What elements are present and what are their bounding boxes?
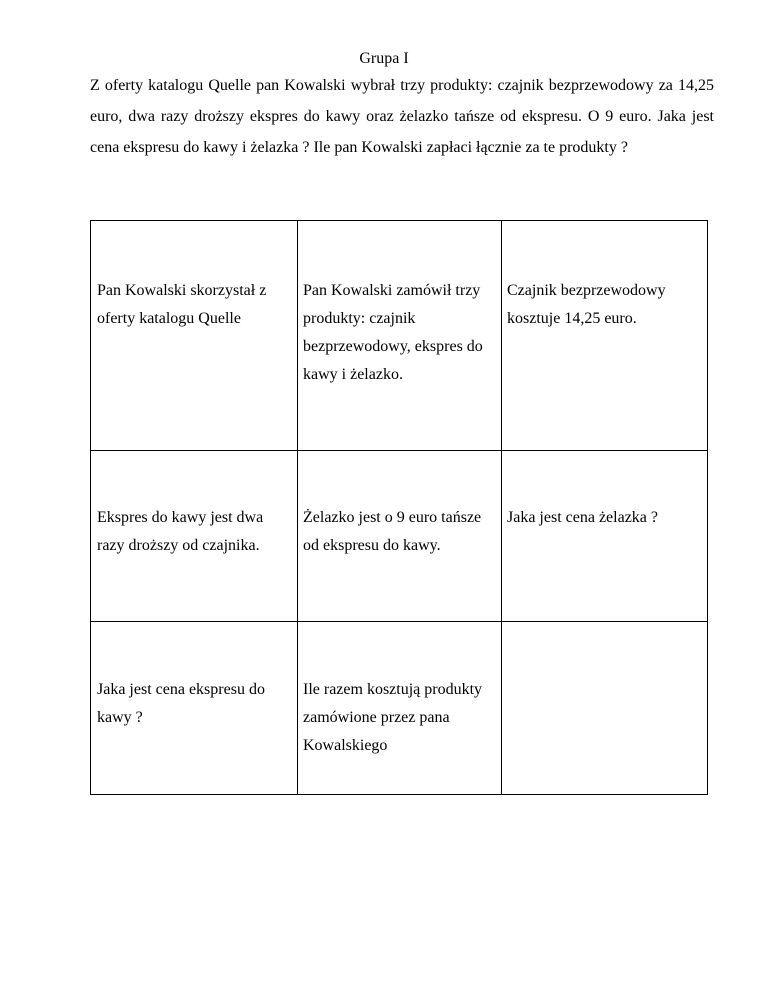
- cards-table: [90, 220, 708, 795]
- table-cell: Czajnik bezprzewodowy kosztuje 14,25 euro.: [507, 282, 666, 327]
- table-cell: Pan Kowalski skorzystał z oferty katalogu Quelle: [97, 282, 267, 327]
- row-divider: [91, 621, 707, 622]
- table-cell: Ekspres do kawy jest dwa razy droższy od czajnika.: [97, 509, 264, 554]
- table-cell: Jaka jest cena ekspresu do kawy ?: [97, 681, 265, 726]
- table-cell: Ile razem kosztują produkty zamówione przez pana Kowalskiego: [303, 681, 483, 754]
- row-divider: [91, 450, 707, 451]
- page-title: Grupa I: [359, 50, 409, 67]
- table-cell: Jaka jest cena żelazka ?: [507, 509, 659, 526]
- table-cell: Żelazko jest o 9 euro tańsze od ekspresu do kawy.: [303, 509, 482, 554]
- table-cell: Pan Kowalski zamówił trzy produkty: czajnik bezprzewodowy, ekspres do kawy i żelazko.: [303, 282, 483, 383]
- problem-text: Z oferty katalogu Quelle pan Kowalski wybrał trzy produkty: czajnik bezprzewodowy za 14,25 euro, dwa razy droższy ekspres do kawy oraz żelazko tańsze od ekspresu. O 9 euro. Jaka jest cena ekspresu do kawy i żelazka ? Ile pan Kowalski zapłaci łącznie za te produkty ?: [90, 77, 714, 156]
